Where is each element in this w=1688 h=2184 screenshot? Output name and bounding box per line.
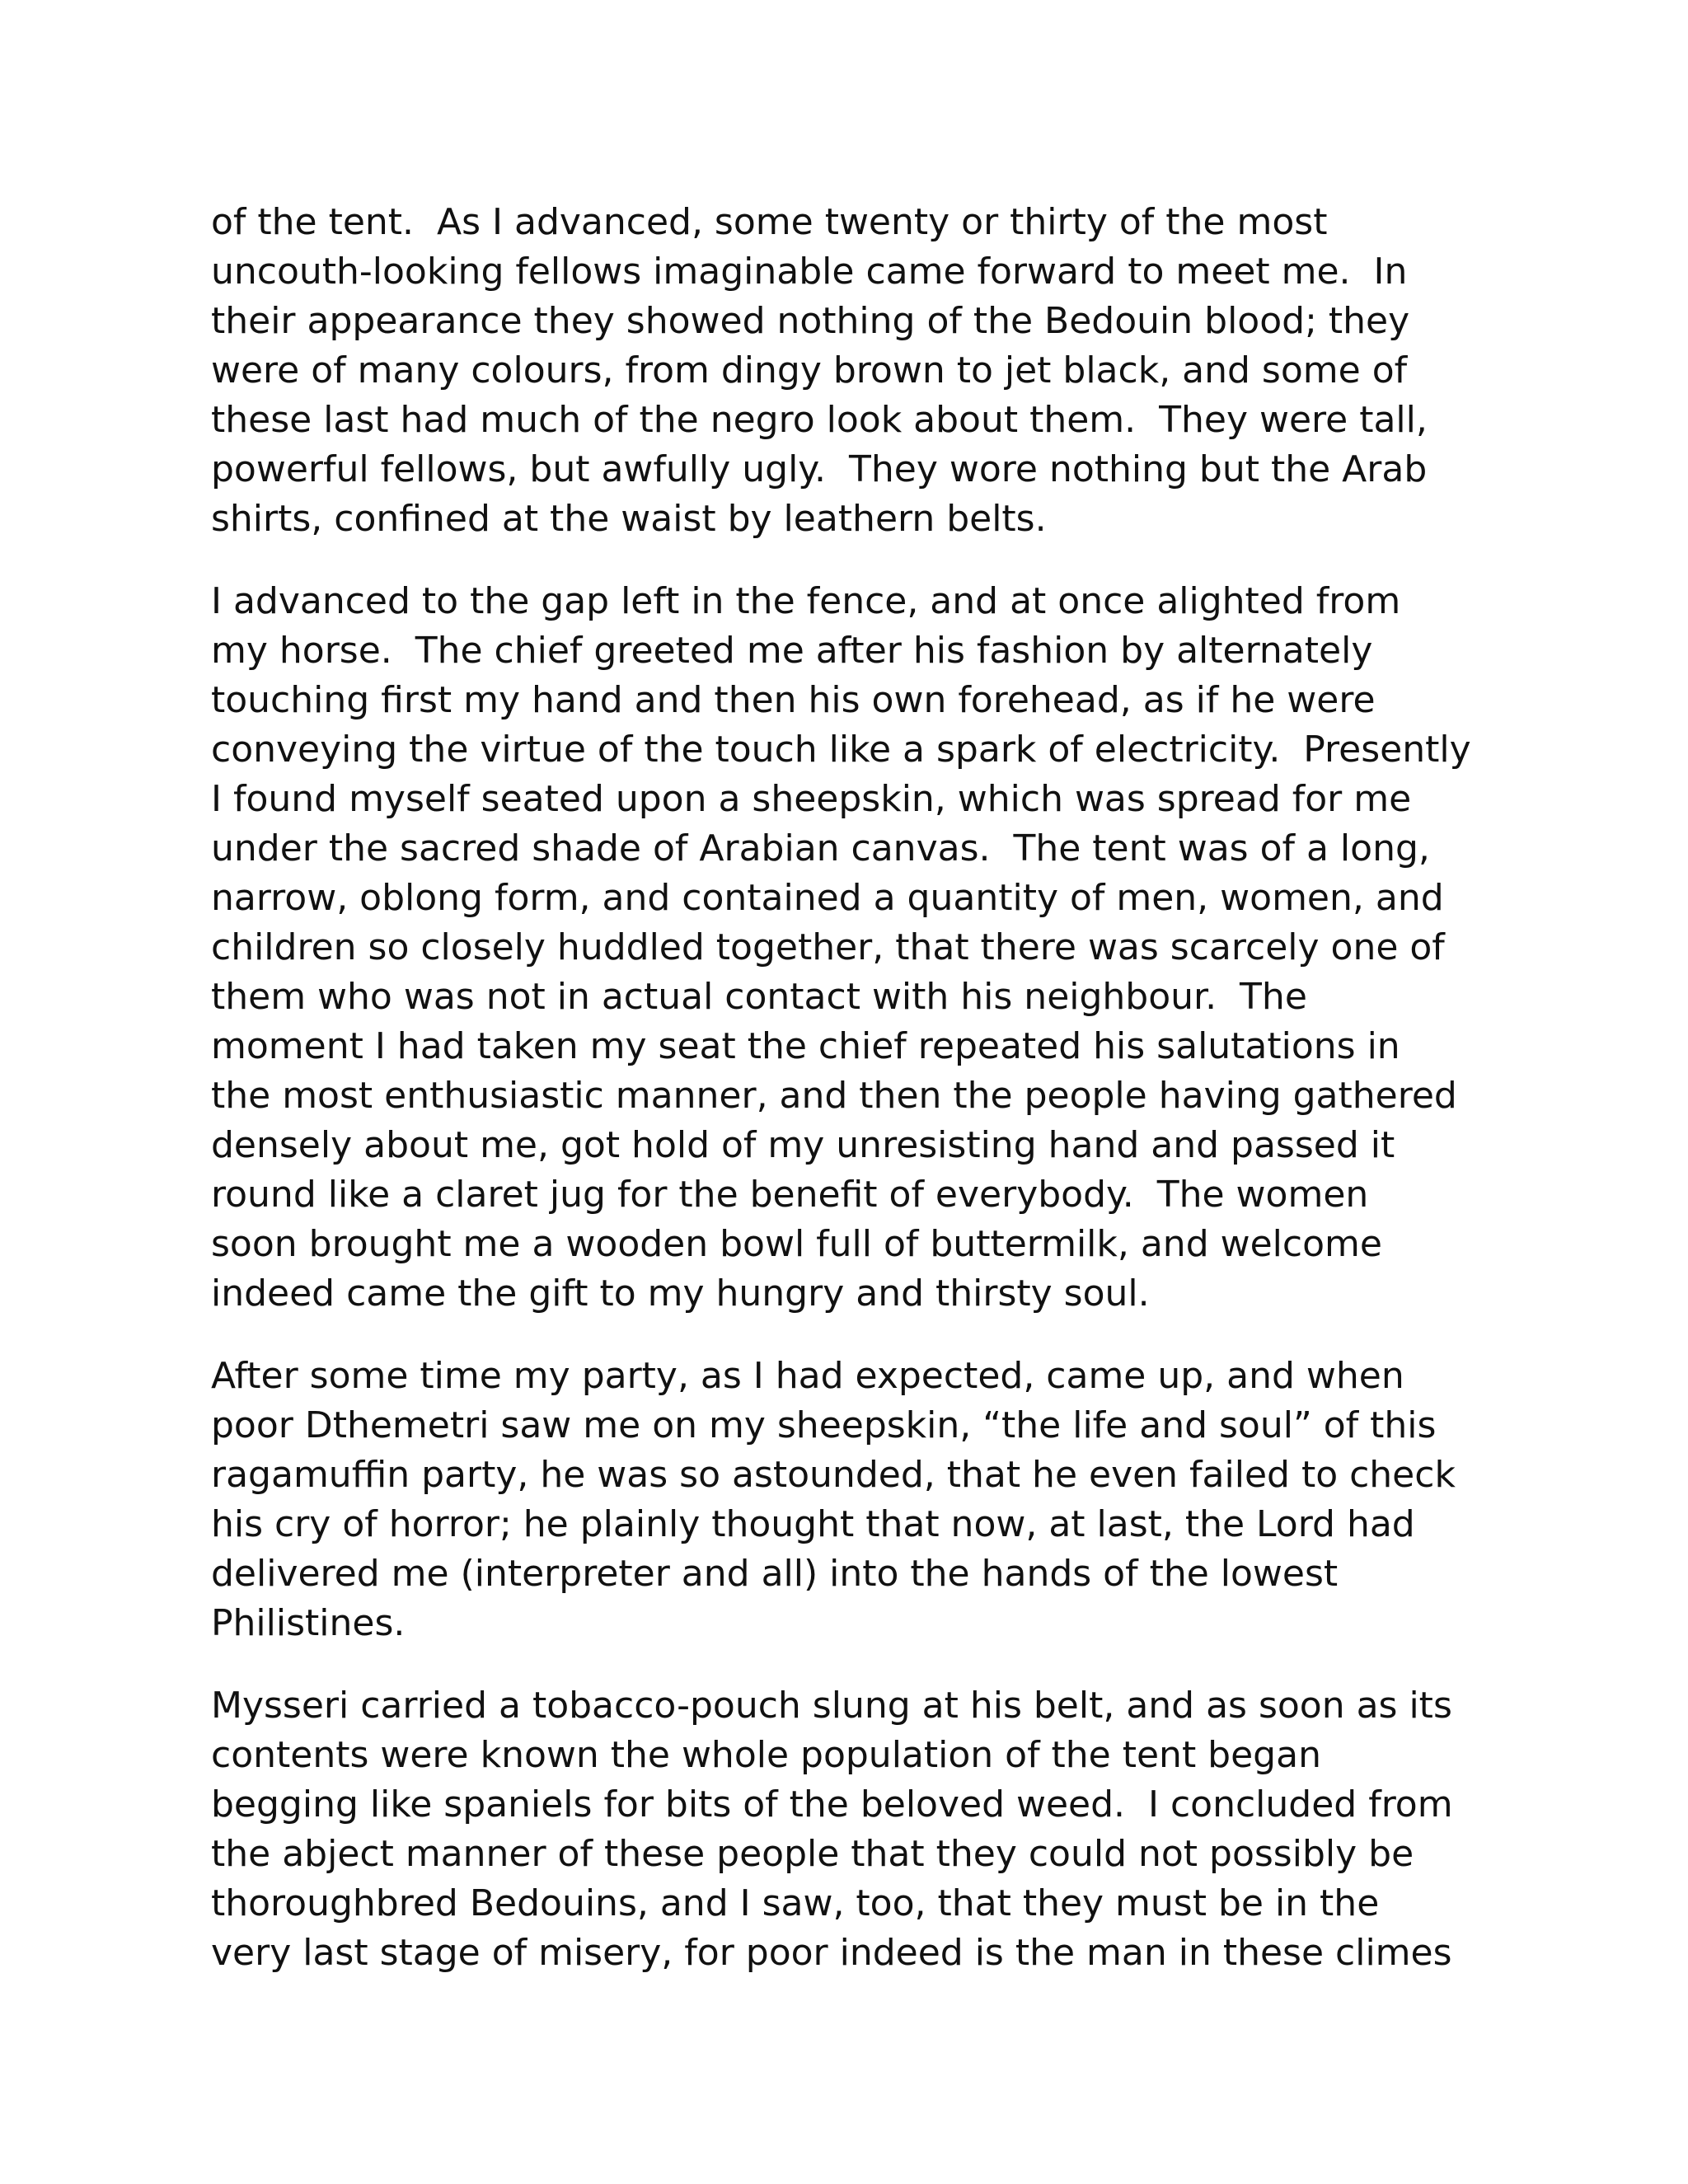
paragraph-4	[211, 1681, 1497, 1978]
text-line: under the sacred shade of Arabian canvas. The tent was of a long,	[211, 827, 1430, 869]
text-line: I advanced to the gap left in the fence, and at once alighted from	[211, 580, 1401, 622]
text-line: indeed came the gift to my hungry and thirsty soul.	[211, 1272, 1150, 1315]
text-line: their appearance they showed nothing of the Bedouin blood; they	[211, 300, 1410, 342]
text-line: I found myself seated upon a sheepskin, which was spread for me	[211, 778, 1412, 820]
text-line: uncouth-looking fellows imaginable came forward to meet me. In	[211, 251, 1408, 293]
text-line: delivered me (interpreter and all) into the hands of the lowest	[211, 1553, 1339, 1595]
text-line: round like a claret jug for the benefit of everybody. The women	[211, 1174, 1369, 1216]
text-line: contents were known the whole population of the tent began	[211, 1734, 1321, 1776]
paragraph-1	[211, 198, 1497, 544]
text-line: of the tent. As I advanced, some twenty or thirty of the most	[211, 201, 1328, 243]
text-line: ragamuffin party, he was so astounded, that he even failed to check	[211, 1454, 1456, 1496]
text-line: powerful fellows, but awfully ugly. They wore nothing but the Arab	[211, 448, 1428, 490]
text-line: very last stage of misery, for poor indeed is the man in these climes	[211, 1932, 1452, 1974]
text-line: After some time my party, as I had expected, came up, and when	[211, 1355, 1404, 1397]
text-line: soon brought me a wooden bowl full of buttermilk, and welcome	[211, 1223, 1382, 1265]
text-line: were of many colours, from dingy brown to jet black, and some of	[211, 349, 1408, 391]
text-line: my horse. The chief greeted me after his fashion by alternately	[211, 630, 1373, 672]
paragraph-2	[211, 577, 1497, 1319]
paragraph-3	[211, 1352, 1497, 1648]
document-page	[211, 198, 1497, 2011]
text-line: these last had much of the negro look about them. They were tall,	[211, 399, 1428, 441]
text-line: Philistines.	[211, 1602, 406, 1644]
text-line: his cry of horror; he plainly thought that now, at last, the Lord had	[211, 1503, 1415, 1545]
text-line: Mysseri carried a tobacco-pouch slung at his belt, and as soon as its	[211, 1685, 1452, 1727]
text-line: narrow, oblong form, and contained a quantity of men, women, and	[211, 877, 1444, 919]
text-line: shirts, confined at the waist by leathern belts.	[211, 498, 1047, 540]
text-line: them who was not in actual contact with his neighbour. The	[211, 976, 1307, 1018]
text-line: children so closely huddled together, that there was scarcely one of	[211, 926, 1445, 968]
text-line: thoroughbred Bedouins, and I saw, too, that they must be in the	[211, 1882, 1380, 1924]
text-line: densely about me, got hold of my unresisting hand and passed it	[211, 1124, 1395, 1166]
text-line: poor Dthemetri saw me on my sheepskin, “the life and soul” of this	[211, 1404, 1437, 1446]
text-line: the most enthusiastic manner, and then the people having gathered	[211, 1075, 1457, 1117]
text-line: touching first my hand and then his own forehead, as if he were	[211, 679, 1376, 721]
text-line: conveying the virtue of the touch like a spark of electricity. Presently	[211, 729, 1471, 771]
text-line: the abject manner of these people that they could not possibly be	[211, 1833, 1414, 1875]
text-line: moment I had taken my seat the chief repeated his salutations in	[211, 1025, 1400, 1067]
text-line: begging like spaniels for bits of the beloved weed. I concluded from	[211, 1783, 1453, 1825]
